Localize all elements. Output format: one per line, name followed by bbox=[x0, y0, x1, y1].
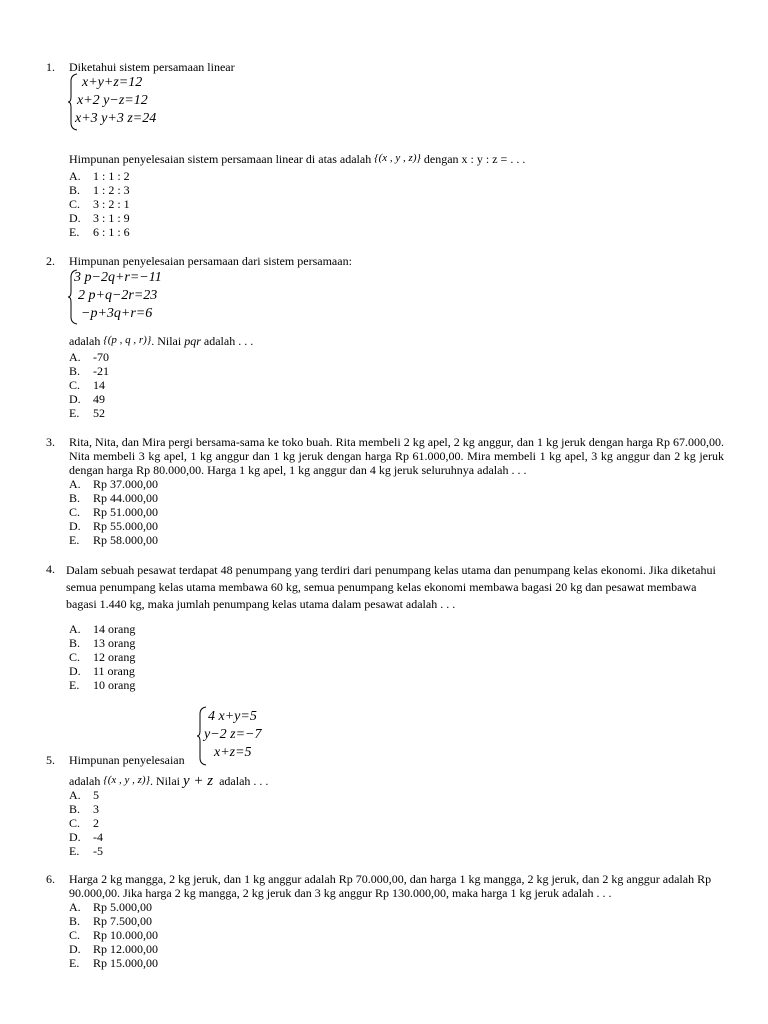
equation-system bbox=[68, 73, 198, 133]
option-c[interactable]: C. 14 bbox=[69, 378, 105, 392]
option-c[interactable]: C. 12 orang bbox=[69, 650, 136, 664]
option-d[interactable]: D. Rp 12.000,00 bbox=[69, 942, 159, 956]
option-a[interactable]: A. 1 : 1 : 2 bbox=[69, 169, 130, 183]
question-intro: Himpunan penyelesaian bbox=[69, 753, 185, 767]
equation-line: x+2 y−z=12 bbox=[77, 93, 148, 108]
option-e[interactable]: E. Rp 15.000,00 bbox=[69, 956, 159, 970]
option-a[interactable]: A. 14 orang bbox=[69, 622, 136, 636]
equation-system bbox=[197, 706, 317, 768]
option-c[interactable]: C. 3 : 2 : 1 bbox=[69, 197, 130, 211]
option-b[interactable]: B. 1 : 2 : 3 bbox=[69, 183, 130, 197]
question-number: 3. bbox=[46, 435, 55, 449]
solution-set: {(p , q , r)} bbox=[103, 334, 152, 346]
solution-set: {(x , y , z)} bbox=[374, 152, 421, 164]
question-stem: adalah {(p , q , r)}. Nilai pqr adalah . . . bbox=[69, 334, 254, 348]
options-list bbox=[69, 350, 109, 420]
equation-line: x+3 y+3 z=24 bbox=[75, 111, 157, 126]
question-stem: Dalam sebuah pesawat terdapat 48 penumpang yang terdiri dari penumpang kelas utama dan penumpang kelas ekonomi. Jika diketahui semua penumpang kelas utama membawa 60 kg, semua penumpang kelas ekonomi membawa bagasi 20 kg dan pesawat membawa bagasi 1.440 kg, maka jumlah penumpang kelas utama dalam pesawat adalah . . . bbox=[66, 563, 716, 611]
option-d[interactable]: D. 3 : 1 : 9 bbox=[69, 211, 130, 225]
option-a[interactable]: A. Rp 5.000,00 bbox=[69, 900, 153, 914]
option-b[interactable]: B. Rp 44.000,00 bbox=[69, 491, 159, 505]
question-stem: Rita, Nita, dan Mira pergi bersama-sama ke toko buah. Rita membeli 2 kg apel, 2 kg anggur, dan 1 kg jeruk dengan harga Rp 67.000,00. Nita membeli 3 kg apel, 1 kg anggur dan 1 kg jeruk dengan harga Rp 61.000,00. Mira membeli 1 kg apel, 3 kg anggur dan 2 kg jeruk dengan harga Rp 80.000,00. Harga 1 kg apel, 1 kg anggur dan 4 kg jeruk seluruhnya adalah . . . bbox=[69, 435, 724, 477]
options-list bbox=[69, 900, 158, 970]
solution-set: {(x , y , z)} bbox=[103, 774, 150, 786]
equation-line: 2 p+q−2r=23 bbox=[78, 288, 158, 303]
question-number: 2. bbox=[46, 254, 55, 268]
option-e[interactable]: E. Rp 58.000,00 bbox=[69, 533, 159, 547]
option-b[interactable]: B. -21 bbox=[69, 364, 109, 378]
question-stem: Himpunan penyelesaian sistem persamaan linear di atas adalah {(x , y , z)} dengan x : y : z = . . . bbox=[69, 152, 526, 166]
option-a[interactable]: A. 5 bbox=[69, 788, 99, 802]
option-e[interactable]: E. -5 bbox=[69, 844, 103, 858]
options-list bbox=[69, 788, 103, 858]
option-e[interactable]: E. 10 orang bbox=[69, 678, 136, 692]
equation-line: 4 x+y=5 bbox=[208, 709, 257, 724]
option-c[interactable]: C. Rp 10.000,00 bbox=[69, 928, 159, 942]
option-b[interactable]: B. 13 orang bbox=[69, 636, 136, 650]
option-b[interactable]: B. 3 bbox=[69, 802, 99, 816]
question-number: 6. bbox=[46, 872, 55, 886]
equation-line: 3 p−2q+r=−11 bbox=[74, 270, 162, 285]
option-e[interactable]: E. 52 bbox=[69, 406, 105, 420]
equation-line: y−2 z=−7 bbox=[204, 727, 262, 742]
option-e[interactable]: E. 6 : 1 : 6 bbox=[69, 225, 130, 239]
option-a[interactable]: A. -70 bbox=[69, 350, 109, 364]
option-a[interactable]: A. Rp 37.000,00 bbox=[69, 477, 159, 491]
equation-line: −p+3q+r=6 bbox=[81, 306, 153, 321]
equation-line: x+y+z=12 bbox=[82, 75, 143, 90]
options-list bbox=[69, 169, 130, 239]
question-number: 1. bbox=[46, 60, 55, 74]
option-d[interactable]: D. -4 bbox=[69, 830, 103, 844]
question-number: 4. bbox=[46, 562, 55, 576]
question-stem: Harga 2 kg mangga, 2 kg jeruk, dan 1 kg anggur adalah Rp 70.000,00, dan harga 1 kg mangga, 2 kg jeruk, dan 2 kg anggur adalah Rp 90.000,00. Jika harga 2 kg mangga, 2 kg jeruk dan 3 kg anggur Rp 130.000,00, maka harga 1 kg jeruk adalah . . . bbox=[69, 872, 712, 900]
equation-line: x+z=5 bbox=[214, 745, 252, 760]
option-c[interactable]: C. 2 bbox=[69, 816, 99, 830]
option-b[interactable]: B. Rp 7.500,00 bbox=[69, 914, 153, 928]
option-d[interactable]: D. Rp 55.000,00 bbox=[69, 519, 159, 533]
options-list bbox=[69, 622, 135, 692]
option-d[interactable]: D. 49 bbox=[69, 392, 105, 406]
options-list bbox=[69, 477, 158, 547]
question-stem: adalah {(x , y , z)}. Nilai y + z adalah . . . bbox=[69, 773, 269, 789]
question-number: 5. bbox=[46, 753, 55, 767]
option-c[interactable]: C. Rp 51.000,00 bbox=[69, 505, 159, 519]
option-d[interactable]: D. 11 orang bbox=[69, 664, 135, 678]
question-intro: Himpunan penyelesaian persamaan dari sistem persamaan: bbox=[69, 254, 352, 268]
equation-system bbox=[68, 269, 208, 327]
question-intro: Diketahui sistem persamaan linear bbox=[69, 60, 235, 74]
